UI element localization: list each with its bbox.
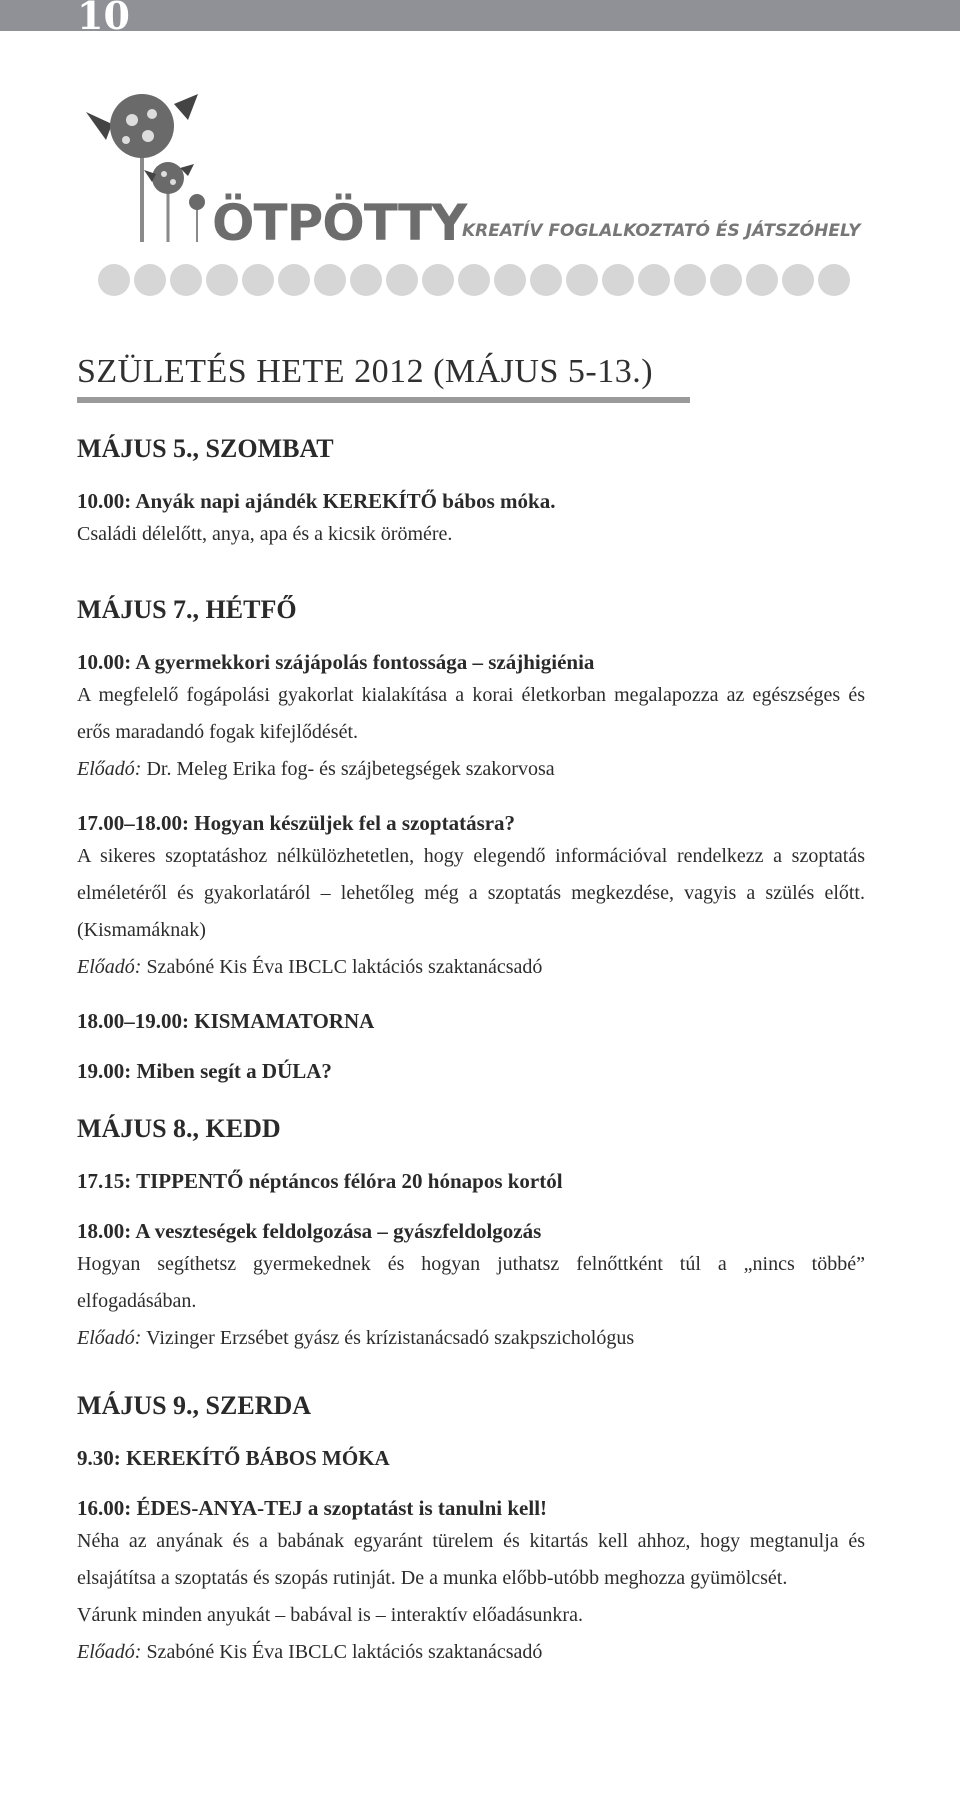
event-title: 10.00: Anyák napi ajándék KEREKÍTŐ bábos móka. (77, 489, 556, 513)
speaker-name: Szabóné Kis Éva IBCLC laktációs szaktanácsadó (141, 1641, 543, 1663)
event-title: 17.00–18.00: Hogyan készüljek fel a szoptatásra? (77, 811, 516, 835)
event (77, 1166, 865, 1196)
event-speaker (77, 949, 865, 986)
event (77, 1443, 865, 1473)
speaker-name: Vizinger Erzsébet gyász és krízistanácsadó szakpszichológus (141, 1327, 635, 1349)
speaker-label: Előadó: (77, 956, 142, 978)
event (77, 647, 865, 788)
event-description: A megfelelő fogápolási gyakorlat kialakítása a korai életkorban megalapozza az egészséges és erős maradandó fogak kifejlődését. (77, 684, 865, 743)
speaker-name: Dr. Meleg Erika fog- és szájbetegségek szakorvosa (141, 758, 555, 780)
event-title: 16.00: ÉDES-ANYA-TEJ a szoptatást is tanulni kell! (77, 1496, 548, 1520)
logo-tagline: KREATÍV FOGLALKOZTATÓ ÉS JÁTSZÓHELY (462, 221, 861, 241)
event (77, 1493, 865, 1671)
event-title: 18.00–19.00: KISMAMATORNA (77, 1009, 375, 1033)
logo-brand: ÖTPÖTTY (212, 194, 467, 252)
event-description-extra: Várunk minden anyukát – babával is – interaktív előadásunkra. (77, 1604, 583, 1626)
event-title: 10.00: A gyermekkori szájápolás fontossága – szájhigiénia (77, 650, 595, 674)
event-description: Családi délelőtt, anya, apa és a kicsik örömére. (77, 523, 453, 545)
event-description: Néha az anyának és a babának egyaránt türelem és kitartás kell ahhoz, hogy megtanulja és elsajátítsa a szoptatás és szopás rutinját. De a munka előbb-utóbb meghozza gyümölcsét. (77, 1530, 865, 1589)
speaker-label: Előadó: (77, 1327, 142, 1349)
program-content (77, 432, 865, 1684)
day-heading: MÁJUS 7., HÉTFŐ (77, 595, 297, 624)
event-description: Hogyan segíthetsz gyermekednek és hogyan juthatsz felnőttként túl a „nincs többé” elfogadásában. (77, 1253, 865, 1312)
lollipop-candy-icon (76, 90, 866, 310)
page-title: SZÜLETÉS HETE 2012 (MÁJUS 5-13.) (77, 353, 654, 390)
event-title: 9.30: KEREKÍTŐ BÁBOS MÓKA (77, 1446, 390, 1470)
event (77, 1056, 865, 1086)
event (77, 808, 865, 986)
speaker-name: Szabóné Kis Éva IBCLC laktációs szaktanácsadó (141, 956, 543, 978)
event-title: 17.15: TIPPENTŐ néptáncos félóra 20 hónapos kortól (77, 1169, 563, 1193)
day-heading: MÁJUS 5., SZOMBAT (77, 434, 334, 463)
event (77, 486, 865, 553)
speaker-label: Előadó: (77, 758, 142, 780)
title-underline (77, 397, 690, 403)
otpotty-logo (76, 90, 866, 310)
event (77, 1216, 865, 1357)
event-title: 19.00: Miben segít a DÚLA? (77, 1059, 332, 1083)
event (77, 1006, 865, 1036)
day-heading: MÁJUS 8., KEDD (77, 1114, 281, 1143)
event-speaker (77, 1320, 865, 1357)
top-bar (0, 0, 960, 38)
event-title: 18.00: A veszteségek feldolgozása – gyászfeldolgozás (77, 1219, 542, 1243)
event-speaker (77, 1634, 865, 1671)
event-speaker (77, 751, 865, 788)
event-description: A sikeres szoptatáshoz nélkülözhetetlen, hogy elegendő információval rendelkezz a szoptatás elméletéről és gyakorlatáról – lehetőleg még a szoptatás megkezdése, vagyis a szülés előtt. (Kismamáknak) (77, 845, 865, 941)
page-number: 10 (77, 0, 130, 38)
speaker-label: Előadó: (77, 1641, 142, 1663)
day-heading: MÁJUS 9., SZERDA (77, 1391, 312, 1420)
